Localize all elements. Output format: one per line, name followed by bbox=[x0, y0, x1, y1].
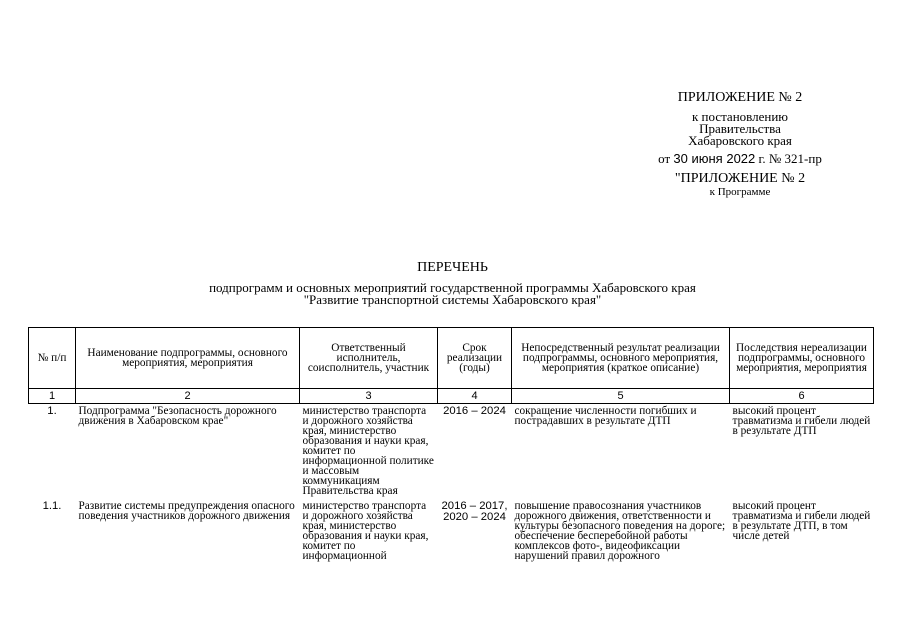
header-consequences: Последствия нереализации подпрограммы, основного мероприятия, мероприятия bbox=[730, 328, 874, 389]
row-number: 1.1. bbox=[42, 500, 62, 512]
approval-block bbox=[650, 90, 830, 198]
appendix-line-2: Правительства bbox=[699, 121, 781, 136]
appendix-date: 30 июня 2022 bbox=[673, 151, 756, 166]
row-years-line-1: 2016 – 2017, bbox=[441, 500, 508, 512]
appendix-line-3: Хабаровского края bbox=[688, 133, 792, 148]
appendix-line-1: к постановлению bbox=[691, 109, 789, 124]
column-number: 1 bbox=[29, 389, 76, 404]
document-title: ПЕРЕЧЕНЬ bbox=[417, 260, 488, 275]
row-consequences: высокий процент травматизма и гибели людей в результате ДТП, в том числе детей bbox=[732, 500, 871, 542]
measures-table bbox=[28, 327, 874, 564]
column-number: 3 bbox=[300, 389, 438, 404]
program-appendix-line: к Программе bbox=[709, 186, 771, 198]
header-no: № п/п bbox=[29, 328, 76, 389]
document-subtitle-2: "Развитие транспортной системы Хабаровского края" bbox=[303, 292, 602, 307]
document-heading bbox=[0, 262, 905, 306]
column-number: 4 bbox=[438, 389, 512, 404]
row-years-line-1: 2016 – 2024 bbox=[443, 405, 506, 417]
date-suffix: г. № 321-пр bbox=[758, 151, 822, 166]
row-executor: министерство транспорта и дорожного хозяйства края, министерство образования и науки края, комитет по информационной политике и массовым коммуникациям Правительства края bbox=[302, 405, 434, 497]
row-number: 1. bbox=[47, 405, 57, 417]
column-number: 5 bbox=[512, 389, 730, 404]
column-number: 6 bbox=[730, 389, 874, 404]
row-years-line-2: 2020 – 2024 bbox=[443, 511, 506, 523]
document-subtitle-1: подпрограмм и основных мероприятий государственной программы Хабаровского края bbox=[209, 280, 696, 295]
row-name: Подпрограмма "Безопасность дорожного движения в Хабаровском крае" bbox=[78, 405, 277, 427]
row-years bbox=[438, 499, 512, 564]
header-executor: Ответственный исполнитель, соисполнитель, участник bbox=[300, 328, 438, 389]
header-name: Наименование подпрограммы, основного мероприятия, мероприятия bbox=[76, 328, 300, 389]
column-number: 2 bbox=[76, 389, 300, 404]
date-prefix: от bbox=[658, 151, 671, 166]
table-row bbox=[29, 404, 874, 500]
program-appendix-title: "ПРИЛОЖЕНИЕ № 2 bbox=[674, 171, 806, 186]
row-consequences: высокий процент травматизма и гибели людей в результате ДТП bbox=[732, 405, 871, 437]
row-result: сокращение численности погибших и пострадавших в результате ДТП bbox=[514, 405, 697, 427]
column-number-row bbox=[29, 389, 874, 404]
header-years: Срок реализации (годы) bbox=[438, 328, 512, 389]
row-result: повышение правосознания участников дорожного движения, ответственности и культуры безопасного поведения на дороге; обеспечение бесперебойной работы комплексов фото-, видеофиксации нарушений правил дорожного bbox=[514, 500, 726, 562]
row-name: Развитие системы предупреждения опасного поведения участников дорожного движения bbox=[78, 500, 295, 522]
row-executor: министерство транспорта и дорожного хозяйства края, министерство образования и науки края, комитет по информационной bbox=[302, 500, 429, 562]
appendix-date-line bbox=[650, 153, 830, 165]
table-header-row bbox=[29, 328, 874, 389]
table-row bbox=[29, 499, 874, 564]
appendix-title: ПРИЛОЖЕНИЕ № 2 bbox=[677, 90, 803, 105]
row-years bbox=[438, 404, 512, 500]
header-result: Непосредственный результат реализации подпрограммы, основного мероприятия, мероприятия (краткое описание) bbox=[512, 328, 730, 389]
